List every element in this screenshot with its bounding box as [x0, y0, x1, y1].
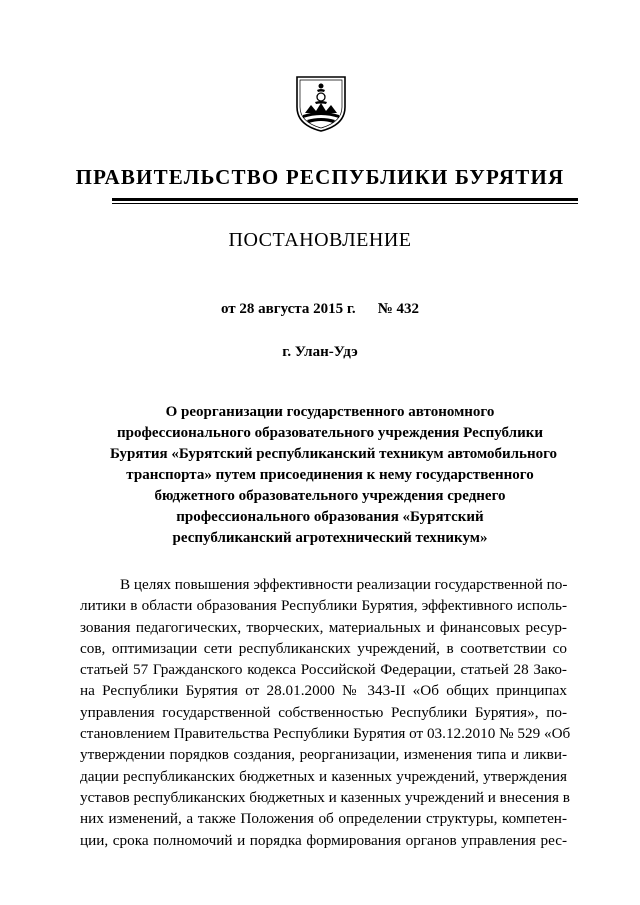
- document-subject: [110, 402, 558, 549]
- document-date: от 28 августа 2015 г.: [220, 301, 356, 317]
- subject-line: профессионального образовательного учреждения Республики: [116, 425, 544, 441]
- body-line: становлением Правительства Республики Бурятия от 03.12.2010 № 529 «Об: [80, 725, 571, 743]
- document-city: г. Улан-Удэ: [282, 344, 358, 360]
- body-line: них изменений, а также Положения об определении структуры, компетен-: [80, 810, 567, 828]
- body-line: сов, оптимизации сети республиканских учреждений, в соответствии со: [80, 639, 567, 657]
- body-line: управления государственной собственностью Республики Бурятия», по-: [80, 703, 567, 721]
- subject-line: республиканский агротехнический техникум»: [172, 530, 488, 546]
- coat-of-arms-icon: [293, 73, 349, 133]
- body-line: литики в области образования Республики Бурятия, эффективного исполь-: [80, 597, 567, 615]
- body-line: на Республики Бурятия от 28.01.2000 № 343-II «Об общих принципах: [80, 682, 567, 700]
- document-type: ПОСТАНОВЛЕНИЕ: [228, 229, 412, 251]
- document-number: № 432: [377, 301, 420, 317]
- subject-line: транспорта» путем присоединения к нему государственного: [126, 467, 534, 483]
- body-line: статьей 57 Гражданского кодекса Российской Федерации, статьей 28 Зако-: [80, 661, 567, 679]
- government-title: ПРАВИТЕЛЬСТВО РЕСПУБЛИКИ БУРЯТИЯ: [75, 165, 565, 189]
- body-line: зования педагогических, творческих, материальных и финансовых ресур-: [80, 618, 567, 636]
- body-line: утверждении порядков создания, реорганизации, изменения типа и ликви-: [80, 746, 567, 764]
- date-number-line: [0, 301, 640, 318]
- header-rule-thin: [112, 203, 578, 204]
- body-line: ции, срока полномочий и порядка формирования органов управления рес-: [80, 831, 567, 849]
- subject-line: О реорганизации государственного автономного: [165, 404, 495, 420]
- body-line: В целях повышения эффективности реализации государственной по-: [120, 576, 568, 593]
- body-line: уставов республиканских бюджетных и казенных учреждений и внесения в: [80, 788, 570, 806]
- document-body: [80, 574, 571, 851]
- subject-line: бюджетного образовательного учреждения среднего: [154, 488, 506, 504]
- subject-line: Бурятия «Бурятский республиканский техникум автомобильного: [110, 446, 558, 462]
- subject-line: профессионального образования «Бурятский: [176, 509, 484, 525]
- body-line: дации республиканских бюджетных и казенных учреждений, утверждения: [80, 767, 567, 785]
- header-rule-thick: [112, 198, 578, 201]
